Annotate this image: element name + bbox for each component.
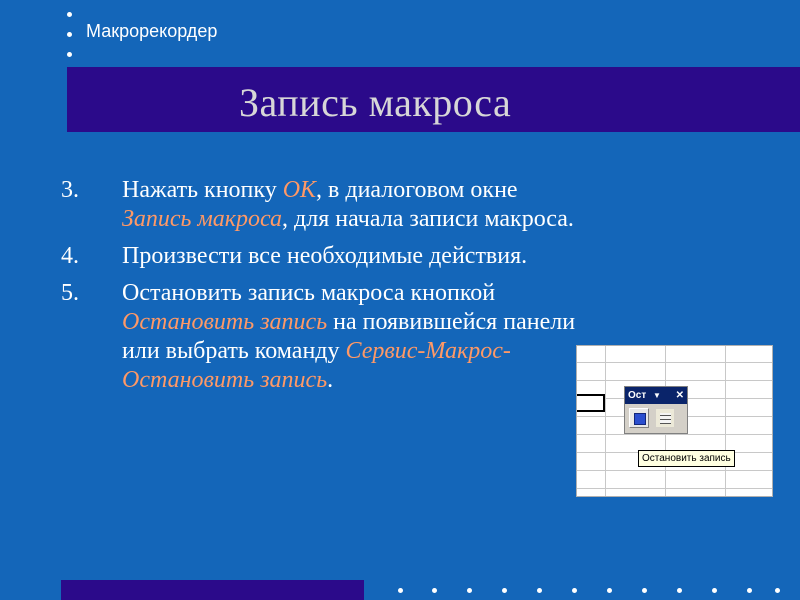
close-icon[interactable]: ✕	[675, 390, 684, 401]
step-text: Произвести все необходимые действия.	[122, 243, 528, 269]
steps-list	[61, 176, 581, 403]
relative-reference-button[interactable]	[655, 408, 675, 428]
toolbar-titlebar[interactable]	[625, 387, 687, 404]
toolbar-title: Ост	[628, 390, 647, 401]
step-number: 4.	[61, 243, 79, 269]
grid-icon	[660, 413, 671, 424]
stop-recording-button[interactable]	[629, 408, 649, 428]
step-item	[61, 279, 581, 395]
header-label: Макрорекордер	[86, 21, 218, 41]
step-text: Остановить запись макроса кнопкой Остановить запись на появившейся панели или выбрать команду Сервис-Макрос-Остановить запись.	[122, 280, 576, 393]
stop-icon	[634, 413, 646, 425]
tooltip: Остановить запись	[638, 450, 735, 467]
slide-title: Запись макроса	[239, 80, 512, 125]
bottom-bar	[61, 580, 364, 600]
selected-cell[interactable]	[576, 394, 605, 412]
excel-screenshot	[576, 345, 773, 497]
step-number: 5.	[61, 280, 79, 306]
chevron-down-icon[interactable]: ▼	[653, 391, 661, 400]
stop-recording-toolbar	[624, 386, 688, 434]
step-item	[61, 242, 581, 271]
step-item	[61, 176, 581, 234]
step-text: Нажать кнопку OK, в диалоговом окне Запись макроса, для начала записи макроса.	[122, 177, 574, 232]
title-bar	[67, 67, 800, 132]
step-number: 3.	[61, 177, 79, 203]
